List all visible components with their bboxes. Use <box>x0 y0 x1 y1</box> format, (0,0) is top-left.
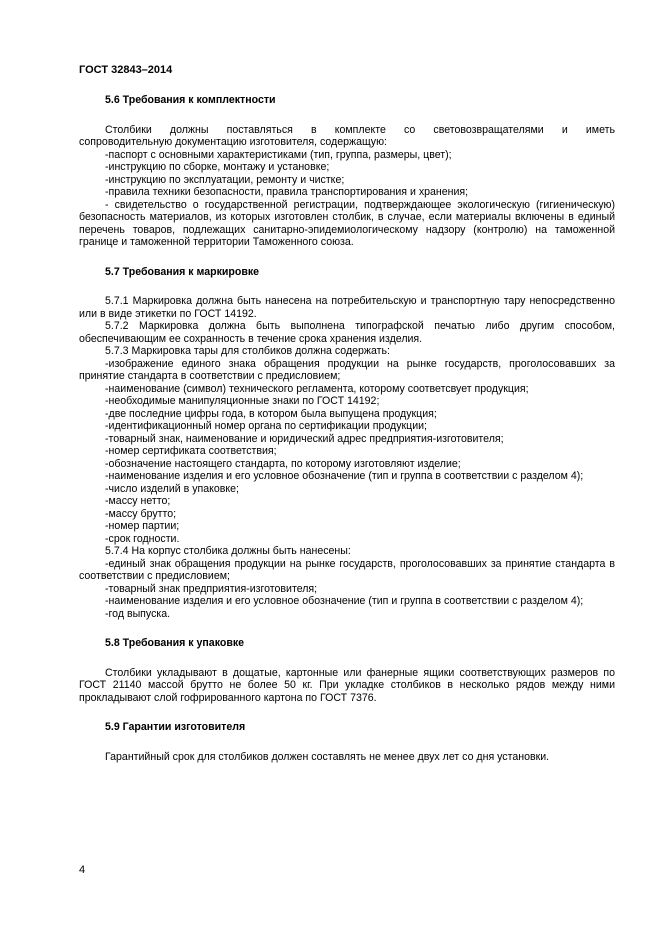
section-5-6-intro-line2: сопроводительную документацию изготовителя, содержащую: <box>79 136 387 148</box>
list-item: -номер сертификата соответствия; <box>105 445 277 457</box>
list-item: -наименование (символ) технического регламента, которому соответсвует продукция; <box>105 382 529 395</box>
paragraph-5-7-1: 5.7.1 Маркировка должна быть нанесена на потребительскую и транспортную тару непосредственно или в виде этикетки по ГОСТ 14192. <box>79 295 615 320</box>
list-item: -необходимые манипуляционные знаки по ГОСТ 14192; <box>105 395 380 407</box>
paragraph-5-7-3: 5.7.3 Маркировка тары для столбиков должна содержать: <box>105 345 390 357</box>
list-item: -срок годности. <box>105 532 180 545</box>
paragraph-5-7-2: 5.7.2 Маркировка должна быть выполнена типографской печатью либо другим способом, обеспечивающим ее сохранность в течение срока хранения изделия. <box>79 320 615 345</box>
list-item: -обозначение настоящего стандарта, по которому изготовляют изделие; <box>105 457 461 470</box>
list-item: -инструкцию по эксплуатации, ремонту и чистке; <box>105 173 345 186</box>
page-number: 4 <box>79 864 86 876</box>
section-5-6-title: 5.6 Требования к комплектности <box>105 94 276 106</box>
list-item: -идентификационный номер органа по сертификации продукции; <box>105 420 428 432</box>
list-item: - свидетельство о государственной регистрации, подтверждающее экологическую (гигиеническую) безопасность материалов, из которых изготовлен столбик, в случае, если материалы включены в единый перечень товаров, подлежащих санитарно-эпидемиологическому надзору (контролю) на таможенной границе и таможенной территории Таможенного союза. <box>79 198 615 248</box>
section-5-9-title: 5.9 Гарантии изготовителя <box>105 721 246 733</box>
list-item: -товарный знак предприятия-изготовителя; <box>105 582 318 595</box>
list-item: -число изделий в упаковке; <box>105 482 239 495</box>
list-item: -массу брутто; <box>105 507 177 520</box>
list-item: -товарный знак, наименование и юридический адрес предприятия-изготовителя; <box>105 432 504 445</box>
list-item: -инструкцию по сборке, монтажу и установке; <box>105 161 330 173</box>
list-item: -наименование изделия и его условное обозначение (тип и группа в соответствии с разделом 4); <box>105 470 584 482</box>
paragraph-5-7-4: 5.7.4 На корпус столбика должны быть нанесены: <box>105 545 351 557</box>
list-item: -единый знак обращения продукции на рынке государств, проголосовавших за принятие стандарта в соответствии с предисловием; <box>79 557 615 582</box>
list-item: -паспорт с основными характеристиками (тип, группа, размеры, цвет); <box>105 148 452 161</box>
document-body <box>79 94 615 763</box>
section-5-8-title: 5.8 Требования к упаковке <box>105 637 245 649</box>
list-item: -правила техники безопасности, правила транспортирования и хранения; <box>105 186 469 198</box>
list-item: -массу нетто; <box>105 495 171 507</box>
list-item: -наименование изделия и его условное обозначение (тип и группа в соответствии с разделом 4); <box>105 595 584 607</box>
list-item: -номер партии; <box>105 520 180 532</box>
list-item: -год выпуска. <box>105 607 171 620</box>
section-5-8-text: Столбики укладывают в дощатые, картонные или фанерные ящики соответствующих размеров по ГОСТ 21140 массой брутто не более 50 кг. При укладке столбиков в несколько рядов между ними прокладывают слой гофрированного картона по ГОСТ 7376. <box>79 666 615 704</box>
list-item: -изображение единого знака обращения продукции на рынке государств, проголосовавших за принятие стандарта в соответствии с предисловием; <box>79 357 615 382</box>
section-5-9-text: Гарантийный срок для столбиков должен составлять не менее двух лет со дня установки. <box>105 750 550 763</box>
document-code-header: ГОСТ 32843–2014 <box>79 64 173 76</box>
list-item: -две последние цифры года, в котором была выпущена продукция; <box>105 407 437 420</box>
section-5-7-title: 5.7 Требования к маркировке <box>105 265 260 278</box>
section-5-6-intro-line1: Столбики должны поставляться в комплекте со световозвращателями и иметь <box>105 123 615 136</box>
